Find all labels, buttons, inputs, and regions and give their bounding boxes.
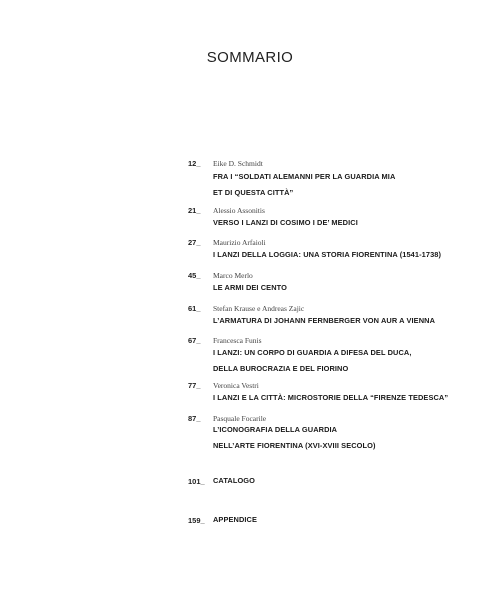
author: Stefan Krause e Andreas Zajic [213, 304, 305, 313]
page-number: 159_ [188, 516, 205, 525]
author: Veronica Vestri [213, 381, 259, 390]
page-number: 45_ [188, 271, 201, 280]
page-number: 87_ [188, 414, 201, 423]
author: Maurizio Arfaioli [213, 238, 266, 247]
entry-title: L’ICONOGRAFIA DELLA GUARDIA NELL’ARTE FIORENTINA (XVI-XVIII SECOLO) [213, 425, 376, 450]
entry-title: I LANZI DELLA LOGGIA: UNA STORIA FIORENTINA (1541-1738) [213, 250, 442, 259]
page-number: 77_ [188, 381, 201, 390]
entry-title: I LANZI E LA CITTÀ: MICROSTORIE DELLA “FIRENZE TEDESCA” [213, 393, 449, 402]
page-number: 61_ [188, 304, 201, 313]
entry-title: VERSO I LANZI DI COSIMO I DE’ MEDICI [213, 218, 358, 227]
page-number: 12_ [188, 159, 201, 168]
entry-title: L’ARMATURA DI JOHANN FERNBERGER VON AUR A VIENNA [213, 316, 436, 325]
author: Alessio Assonitis [213, 206, 265, 215]
author: Pasquale Focarile [213, 414, 267, 423]
entry-title: FRA I “SOLDATI ALEMANNI PER LA GUARDIA MIA ET DI QUESTA CITTÀ” [213, 172, 396, 197]
entry-title: LE ARMI DEI CENTO [213, 283, 287, 292]
entry-title: CATALOGO [213, 476, 255, 485]
page-number: 21_ [188, 206, 201, 215]
page-number: 27_ [188, 238, 201, 247]
author: Francesca Funis [213, 336, 262, 345]
author: Eike D. Schmidt [213, 159, 263, 168]
page-number: 101_ [188, 477, 205, 486]
page-title: SOMMARIO [206, 49, 294, 66]
entry-title: APPENDICE [213, 515, 258, 524]
author: Marco Merlo [213, 271, 253, 280]
entry-title: I LANZI: UN CORPO DI GUARDIA A DIFESA DEL DUCA, DELLA BUROCRAZIA E DEL FIORINO [213, 348, 412, 373]
page-number: 67_ [188, 336, 201, 345]
